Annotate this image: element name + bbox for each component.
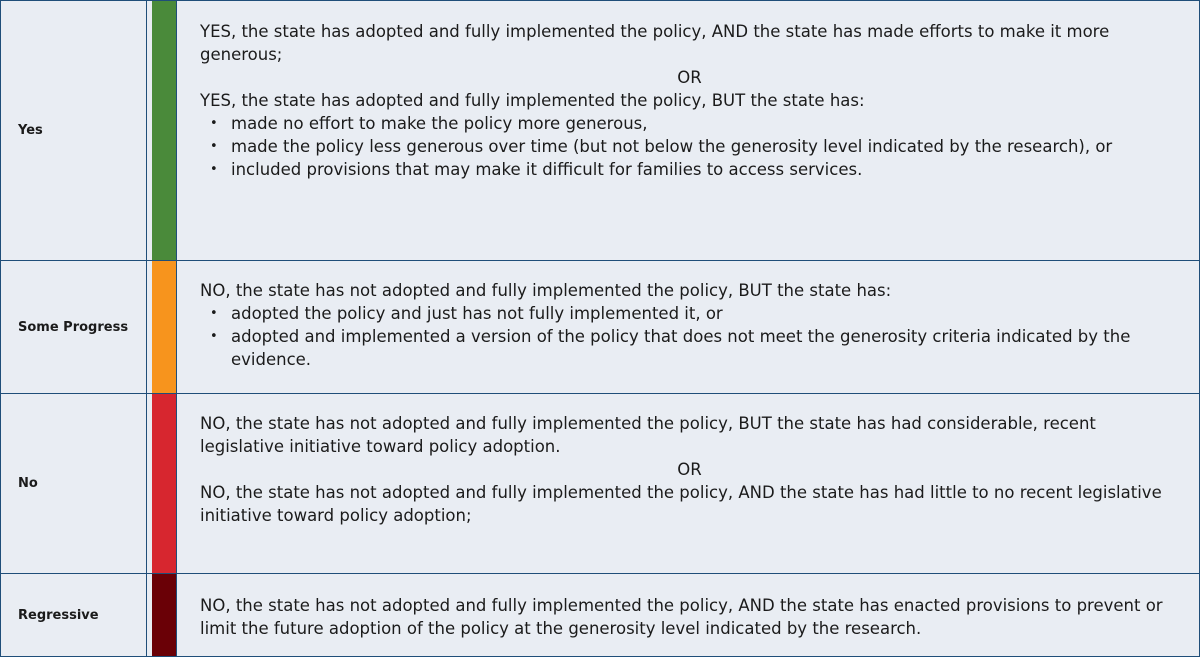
row-description	[181, 574, 1199, 656]
description-paragraph: YES, the state has adopted and fully implemented the policy, AND the state has made efforts to make it more generous;	[200, 22, 1110, 64]
row-description	[181, 261, 1199, 393]
color-swatch-dark-red	[152, 574, 176, 656]
row-some-progress	[1, 261, 1199, 394]
list-item: • included provisions that may make it difficult for families to access services.	[200, 158, 1179, 181]
row-description	[181, 394, 1199, 573]
description-paragraph: NO, the state has not adopted and fully implemented the policy, AND the state has had little to no recent legislative initiative toward policy adoption;	[200, 483, 1162, 525]
color-swatch-red	[152, 394, 176, 573]
bullet-list	[200, 302, 1179, 371]
description-paragraph: NO, the state has not adopted and fully implemented the policy, BUT the state has had considerable, recent legislative initiative toward policy adoption.	[200, 414, 1096, 456]
row-regressive	[1, 574, 1199, 656]
row-label: Regressive	[1, 574, 147, 656]
description-paragraph: NO, the state has not adopted and fully implemented the policy, BUT the state has:	[200, 281, 892, 300]
row-description	[181, 1, 1199, 260]
bullet-list	[200, 112, 1179, 181]
description-paragraph: NO, the state has not adopted and fully implemented the policy, AND the state has enacted provisions to prevent or limit the future adoption of the policy at the generosity level indicated by the research.	[200, 596, 1163, 638]
or-separator: OR	[677, 460, 702, 479]
description-paragraph: YES, the state has adopted and fully implemented the policy, BUT the state has:	[200, 91, 865, 110]
list-item: • made no effort to make the policy more generous,	[200, 112, 1179, 135]
list-item: • adopted the policy and just has not fully implemented it, or	[200, 302, 1179, 325]
list-item: • made the policy less generous over time (but not below the generosity level indicated by the research), or	[200, 135, 1179, 158]
row-label: Some Progress	[1, 261, 147, 393]
color-swatch-green	[152, 1, 176, 260]
row-yes	[1, 1, 1199, 261]
row-label: Yes	[1, 1, 147, 260]
list-item: • adopted and implemented a version of the policy that does not meet the generosity criteria indicated by the evidence.	[200, 325, 1179, 371]
row-label: No	[1, 394, 147, 573]
or-separator: OR	[677, 68, 702, 87]
row-no	[1, 394, 1199, 574]
color-swatch-orange	[152, 261, 176, 393]
